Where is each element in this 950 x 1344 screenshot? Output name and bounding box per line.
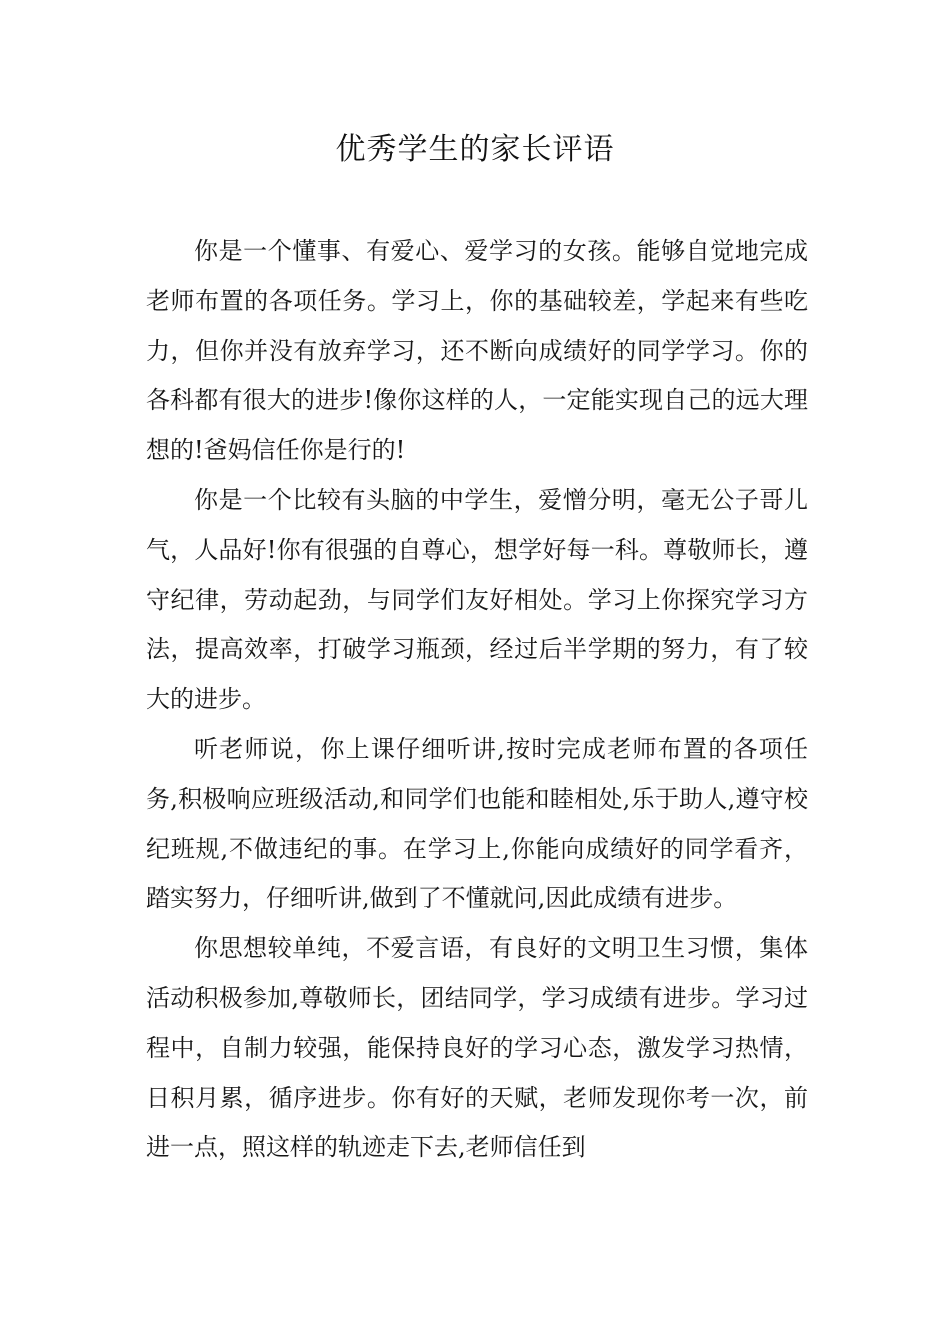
document-body [146, 227, 808, 1173]
paragraph-1: 你是一个懂事、有爱心、爱学习的女孩。能够自觉地完成老师布置的各项任务。学习上，你的基础较差，学起来有些吃力，但你并没有放弃学习，还不断向成绩好的同学学习。你的各科都有很大的进步!像你这样的人，一定能实现自己的远大理想的!爸妈信任你是行的! [146, 237, 808, 465]
document-title: 优秀学生的家长评语 [335, 132, 615, 167]
paragraph-3: 听老师说，你上课仔细听讲,按时完成老师布置的各项任务,积极响应班级活动,和同学们也能和睦相处,乐于助人,遵守校纪班规,不做违纪的事。在学习上,你能向成绩好的同学看齐，踏实努力，仔细听讲,做到了不懂就问,因此成绩有进步。 [146, 734, 808, 913]
paragraph-2: 你是一个比较有头脑的中学生，爱憎分明，毫无公子哥儿气，人品好!你有很强的自尊心，想学好每一科。尊敬师长，遵守纪律，劳动起劲，与同学们友好相处。学习上你探究学习方法，提高效率，打破学习瓶颈，经过后半学期的努力，有了较大的进步。 [146, 485, 808, 714]
paragraph-4: 你思想较单纯，不爱言语，有良好的文明卫生习惯，集体活动积极参加,尊敬师长，团结同学，学习成绩有进步。学习过程中，自制力较强，能保持良好的学习心态，激发学习热情，日积月累，循序进步。你有好的天赋，老师发现你考一次，前进一点，照这样的轨迹走下去,老师信任到 [146, 934, 808, 1162]
